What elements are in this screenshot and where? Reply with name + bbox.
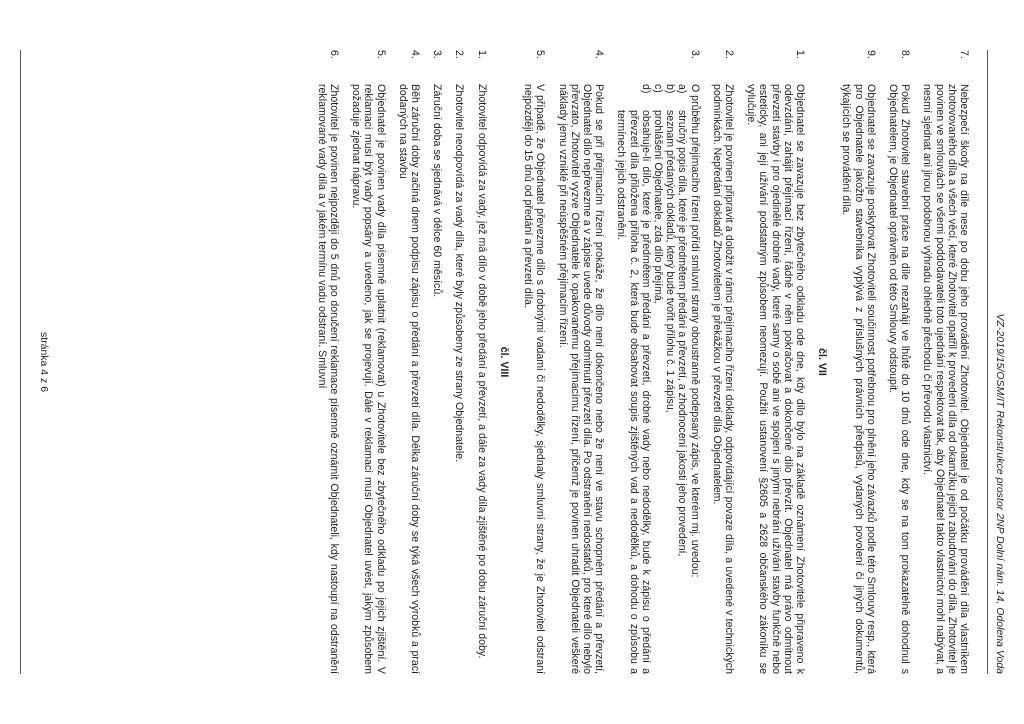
list-item: 9. Objednatel se zavazuje poskytovat Zhotoviteli součinnost potřebnou pro plnění jeho závazků podle této Smlouvy resp., která pro Objednatele jakožto stavebníka vyplývá z příslušných právních předpisů, vydaných povolení či jiných dokumentů, týkajících se provádění díla. [840,50,877,674]
list-item: 1. Objednatel se zavazuje bez zbytečného odkladu ode dne, kdy dílo bylo na základě oznámení Zhotovitele připraveno k odevzdání, zahájit přejímací řízení, řádně v něm pokračovat a dokončené dílo převzít. Objednatel má právo odmítnout převzetí stavby i pro ojedinělé drobné vady, které samy o sobě ani ve spojení s jinými nebrání užívání stavby funkčně nebo esteticky, ani její užívání podstatným způsobem neomezují. Použití ustanovení §2605 a 2628 občanského zákoníku se vylučuje. [745,50,806,674]
list-item: 2. Zhotovitel neodpovídá za vady díla, které byly způsobeny ze strany Objednatele. [453,50,466,463]
list-item: 8. Pokud Zhotovitel stavební práce na díle nezahájí ve lhůtě do 10 dnů ode dne, kdy se na tom prokazatelně dohodnul s Objednatelem, je Objednatel oprávněn od této Smlouvy odstoupit. [886,50,912,674]
list-item: 6. Zhotovitel je povinen nejpozději do 5 dnů po doručení reklamace písemně oznámit Objednateli, kdy nastoupí na odstranění reklamované vady díla a v jakém termínu vadu odstraní. Smluvní [315,50,341,674]
sublist-item: c) prohlášení Objednatele, zda dílo přejímá, [651,84,664,304]
rotated-page [6,50,1006,674]
section-title-viii: čl. VIII [497,346,510,378]
sublist-item: a) stručný popis díla, které je předmětem předání a převzetí, a zhodnocení jakosti jeho provedení, [676,84,689,557]
footer-rule [20,50,21,674]
list-item: 1. Zhotovitel odpovídá za vady, jež má dílo v době jeho předání a převzetí, a dále za vady díla zjištěné po dobu záruční doby. [475,50,488,659]
list-item: 3. Záruční doba se sjednává v délce 60 měsíců. [431,50,444,298]
protocol-contents-sublist [615,84,688,674]
list-item: 7. Nebezpečí škody na díle nese po dobu jeho provádění Zhotovitel. Objednatel je od počátku provádění díla vlastníkem zhotovovaného díla a všech věcí, které Zhotovitel opatřil k provedení díla od okamžiku jejich zabudování do díla. Zhotovitel je povinen ve smlouvách se všemi poddodavateli toto ujednání respektovat tak, aby Objednatel takto vlastnictví mohl nabývat, a nesmí sjednat ani jinou podobnou výhradu ohledně přechodu či převodu vlastnictví. [921,50,970,674]
list-item: 5. Objednatel je povinen vady díla písemně uplatnit (reklamovat) u Zhotovitele bez zbytečného odkladu po jejich zjištění. V reklamaci musí být vady popsány a uvedeno, jak se projevují. Dále v reklamaci musí Objednatel uvést, jakým způsobem požaduje zjednat nápravu. [350,50,387,674]
sublist-item: b) seznam předaných dokladů, který bude tvořit přílohu č. 1 zápisu, [664,84,677,413]
list-item: 4. Běh záruční doby začíná dnem podpisu zápisu o předání a převzetí díla. Délka záruční doby se týká všech výrobků a prací dodaných na stavbu [396,50,422,674]
list-item: 4. Pokud se při přejímacím řízení prokáže, že dílo není dokončeno nebo že není ve stavu schopném předání a převzetí, Objednatel dílo nepřevezme a v zápise uvede důvody odmítnutí převzetí díla. Po odstranění nedostatků, pro které dílo nebylo převzato, Zhotovitel vyzve Objednatele k opakovanému přejímacímu řízení, přičemž je povinen uhradit Objednateli veškeré náklady jemu vzniklé při neúspěšném přejímacím řízení. [556,50,606,674]
page-number: stránka 4 z 6 [38,331,50,393]
sublist-item: d) obsahuje-li dílo, které je předmětem předání a převzetí, drobné vady nebo nedodělky, bude k zápisu o předání a převzetí díla přiložena příloha č. 2, která bude obsahovat soupis zjištěných vad a nedodělků, a dohodu o způsobu a termínech jejich odstranění. [615,84,652,674]
page-body [306,50,970,674]
list-item: 5. V případě, že Objednatel převezme dílo s drobnými vadami či nedodělky, sjednaly smluvní strany, že je Zhotovitel odstraní nejpozději do 15 dnů od předání a převzetí díla. [522,50,547,674]
section-title-vii: čl. VII [816,348,829,376]
list-item: 2. Zhotovitel je povinen připravit a doložit v rámci přejímacího řízení doklady, odpovídající povaze díla, a uvedené v technických podmínkách. Nepředání dokladů Zhotovitelem je překážkou v převzetí díla Objednatelem. [710,50,735,674]
page-header: VZ-2019/15/OSM/IT Rekonstrukce prostor 2NP Dolní nám. 14, Odolena Voda [994,313,1006,674]
article-viii-list [316,50,488,674]
header-rule [987,50,988,674]
list-item: 3. O průběhu přejímacího řízení pořídí smluvní strany oboustranně podepsaný zápis, ve kterém mj. uvedou: a) stručný popis díla, které je předmětem předání a převzetí, a zhodnocení jakosti jeho provedení, b) seznam předaných dokladů, který bude tvořit přílohu č. 1 zápisu, c) prohlášení Objednatele, zda dílo přejímá, d) obsahuje-li dílo, které je předmětem předání a převzetí, drobné vady nebo nedodělky, bude k zápisu o předání a převzetí díla přiložena příloha č. 2, která bude obsahovat soupis zjištěných vad a nedodělků, a dohodu o způsobu a termínech jejich odstranění. [615,50,701,674]
article-vi-continued-list [840,50,970,674]
article-vii-list [522,50,806,674]
